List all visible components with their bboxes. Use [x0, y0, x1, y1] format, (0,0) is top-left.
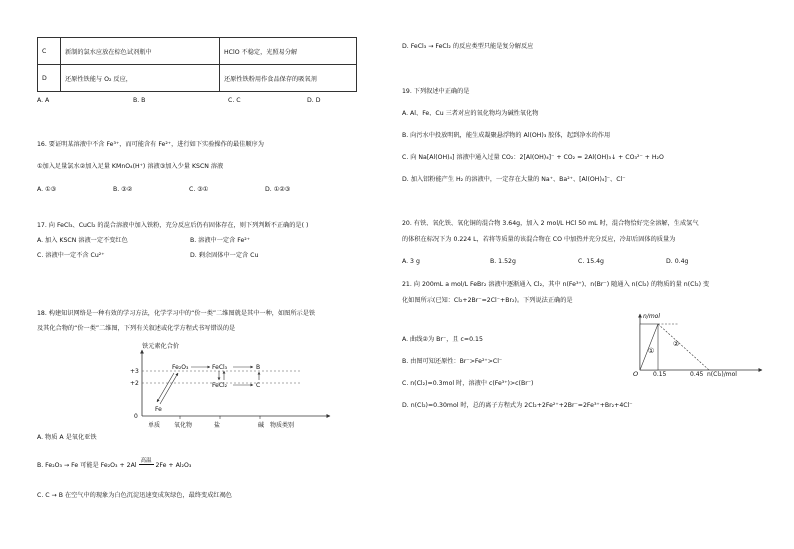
- graph-curve2-label: ②: [673, 340, 680, 348]
- graph-x-tick: 0.15: [653, 371, 667, 378]
- diagram-node-fecl3: FeCl₃: [212, 364, 228, 371]
- q18-stem-line1: 18. 构建知识网络是一种有效的学习方法，化学学习中的“价一类”二维图就是其中一种，如图所示是铁: [37, 310, 316, 317]
- table-cell: 还原性铁能与 O₂ 反应，: [61, 65, 220, 92]
- q18-stem-line2: 及其化合物的“价一类”二维图，下列有关叙述或化学方程式书写错误的是: [37, 325, 236, 332]
- q20-stem-line2: 的体积在标况下为 0.224 L，若将等质量的该混合物在 CO 中加热并充分反应，冷却后固体的质量为: [402, 236, 676, 243]
- diagram-y-tick: +3: [130, 368, 139, 375]
- q18-option-a: A. 物质 A 是氧化亚铁: [37, 434, 97, 441]
- q16-option-c: C. ③①: [189, 186, 209, 193]
- q15-option-d: D. D: [307, 97, 321, 104]
- reaction-condition-arrow: 高温: [140, 458, 152, 464]
- graph-curve1-label: ①: [648, 347, 655, 355]
- q17-option-a: A. 加入 KSCN 溶液一定不变红色: [37, 237, 128, 244]
- q16-option-b: B. ③②: [113, 186, 133, 193]
- diagram-y-tick: +2: [130, 380, 139, 387]
- q20-stem-line1: 20. 有铁、氧化铁、氧化铜的混合物 3.64g，加入 2 mol/L HCl 50 mL 时，混合物恰好完全溶解，生成氢气: [402, 220, 699, 227]
- q17-option-c: C. 溶液中一定不含 Cu²⁺: [37, 252, 105, 259]
- diagram-y-title: 铁元素化合价: [142, 343, 180, 350]
- graph-y-label: n/mol: [643, 313, 661, 320]
- q20-option-d: D. 0.4g: [666, 258, 689, 265]
- q21-option-a: A. 曲线②为 Br⁻，且 c=0.15: [402, 336, 483, 343]
- diagram-x-tick: 氧化物: [174, 422, 193, 429]
- table-cell: D: [38, 65, 61, 92]
- q18-option-d: D. FeCl₃ → FeCl₂ 的反应类型只能是复分解反应: [402, 43, 534, 50]
- graph-x-tick: 0.45: [690, 371, 704, 378]
- diagram-node-fe: Fe: [155, 406, 162, 413]
- q16-steps: ①加入足量氯水②加入足量 KMnO₄(H⁺) 溶液③加入少量 KSCN 溶液: [37, 163, 224, 170]
- q15-option-b: B. B: [133, 97, 146, 104]
- q20-option-a: A. 3 g: [402, 258, 420, 265]
- graph-curve2: [658, 324, 709, 370]
- valence-class-diagram: [120, 340, 350, 430]
- q17-option-b: B. 溶液中一定含 Fe²⁺: [190, 237, 251, 244]
- table-row: [38, 38, 357, 65]
- q21-stem-line1: 21. 向 200mL a mol/L FeBr₂ 溶液中逐渐通入 Cl₂，其中 n(Fe³⁺)、n(Br⁻) 随通入 n(Cl₂) 的物质的量 n(Cl₂) 变: [402, 281, 710, 288]
- q21-option-d: D. n(Cl₂)=0.30mol 时，总的离子方程式为 2Cl₂+2Fe²⁺+2Br⁻=2Fe³⁺+Br₂+4Cl⁻: [402, 402, 633, 409]
- diagram-node-b: B: [256, 364, 261, 371]
- q21-option-b: B. 由图可知还原性：Br⁻>Fe²⁺>Cl⁻: [402, 358, 503, 365]
- q18-option-b-right: 2Fe + Al₂O₃: [155, 462, 192, 469]
- q19-stem: 19. 下列叙述中正确的是: [402, 88, 470, 95]
- q17-option-d: D. 剩余固体中一定含 Cu: [190, 252, 259, 259]
- graph-origin-label: O: [633, 370, 639, 378]
- q16-stem: 16. 要证明某溶液中不含 Fe³⁺，而可能含有 Fe²⁺，进行如下实验操作的最佳顺序为: [37, 141, 264, 148]
- q20-option-c: C. 15.4g: [578, 258, 604, 265]
- diagram-node-fecl2: FeCl₂: [212, 382, 228, 389]
- table-cell: C: [38, 38, 61, 65]
- q21-option-c: C. n(Cl₂)=0.3mol 时，溶液中 c(Fe³⁺)>c(Br⁻): [402, 380, 534, 387]
- diagram-x-tick: 碱: [258, 422, 265, 429]
- diagram-arrow-fe-fe2o3: [160, 373, 178, 404]
- q15-option-a: A. A: [37, 97, 50, 104]
- q19-option-b: B. 向污水中投放明矾，能生成凝聚悬浮物的 Al(OH)₃ 胶体，起到净水的作用: [402, 132, 611, 139]
- table-cell: 还原性铁粉用作食品保存的吸氧剂: [220, 65, 357, 92]
- table-cell: 新制的氯水应放在棕色试剂瓶中: [61, 38, 220, 65]
- q17-stem: 17. 向 FeCl₃、CuCl₂ 的混合溶液中加入铁粉，充分反应后仍有固体存在，则下列判断不正确的是( ): [37, 222, 309, 229]
- q20-option-b: B. 1.52g: [490, 258, 516, 265]
- table-row: [38, 65, 357, 92]
- answer-table: [37, 37, 357, 92]
- table-cell: HClO 不稳定，光照易分解: [220, 38, 357, 65]
- q21-stem-line2: 化如图所示(已知：Cl₂+2Br⁻=2Cl⁻+Br₂)。下列说法正确的是: [402, 297, 573, 304]
- q18-option-b: [37, 458, 192, 470]
- q19-option-a: A. Al、Fe、Cu 三者对应的氧化物均为碱性氧化物: [402, 110, 539, 117]
- diagram-x-tick: 单质: [148, 422, 161, 429]
- q19-option-c: C. 向 Na[Al(OH)₄] 溶液中通入过量 CO₂：2[Al(OH)₄]⁻ + CO₂ = 2Al(OH)₃↓ + CO₃²⁻ + H₂O: [402, 154, 664, 161]
- q15-option-c: C. C: [228, 97, 241, 104]
- diagram-node-c: C: [256, 382, 261, 389]
- q18-option-c: C. C → B 在空气中的现象为白色沉淀迅速变成灰绿色，最终变成红褐色: [37, 492, 232, 499]
- ion-amount-graph: [628, 310, 768, 380]
- diagram-x-tick: 盐: [214, 422, 221, 429]
- diagram-y-tick: 0: [134, 413, 138, 420]
- diagram-arrow-fe2o3-fe: [157, 373, 174, 402]
- diagram-node-fe2o3: Fe₂O₃: [172, 364, 189, 371]
- graph-x-label: n(Cl₂)/mol: [707, 371, 737, 378]
- diagram-x-tick: 物质类别: [270, 422, 295, 429]
- q19-option-d: D. 加入铝粉能产生 H₂ 的溶液中，一定存在大量的 Na⁺、Ba²⁺、[Al(OH)₄]⁻、Cl⁻: [402, 176, 626, 183]
- q16-option-a: A. ①③: [37, 186, 57, 193]
- q16-option-d: D. ①②③: [265, 186, 291, 193]
- q18-option-b-left: B. Fe₂O₃ → Fe 可能是 Fe₂O₃ + 2Al: [37, 462, 137, 469]
